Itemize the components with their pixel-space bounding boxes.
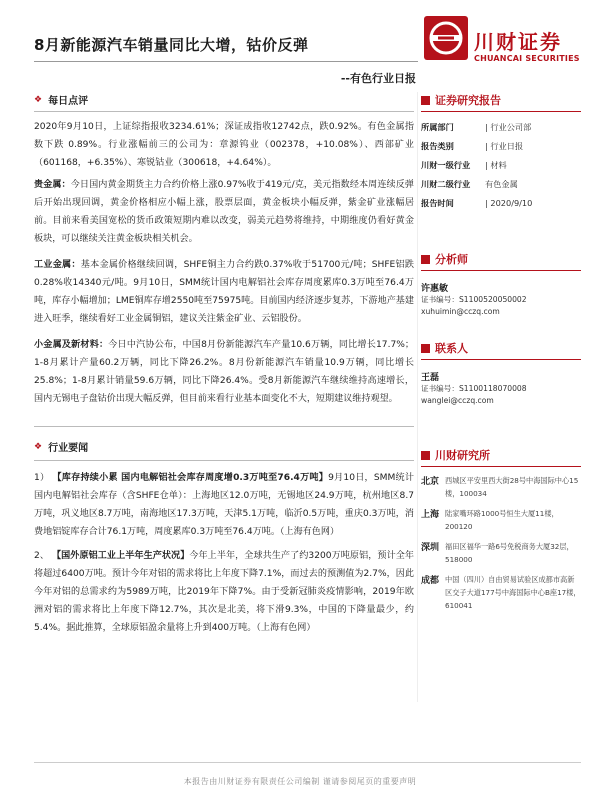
address-item bbox=[421, 474, 581, 500]
report-subtitle: --有色行业日报 bbox=[340, 72, 416, 85]
precious-metals-body: 今日国内黄金期货主力合约价格上涨0.97%收于419元/克，美元指数经本周连续反弹后开始出现回调，黄金价格相应小幅上涨，股票层面，黄金板块小幅反弹，紫金矿业涨幅居前。目前来看美国宽松的货币政策短期内难以改变，弱美元趋势将维持，中期维度仍看好黄金板块，可以继续关注黄金板块相关机会。 bbox=[34, 180, 414, 244]
report-info-table bbox=[421, 118, 581, 213]
address-city: 北京 bbox=[421, 477, 440, 487]
address-city: 深圳 bbox=[421, 543, 440, 553]
news-item-2-number: 2、 bbox=[34, 551, 50, 561]
address-item bbox=[421, 507, 581, 533]
minor-metals-lead: 小金属及新材料： bbox=[34, 340, 109, 350]
report-info-key: 川财一级行业 bbox=[421, 160, 471, 170]
address-item bbox=[421, 540, 581, 566]
report-info-value: | 2020/9/10 bbox=[485, 198, 533, 208]
square-bullet-icon bbox=[421, 255, 430, 264]
logo-mark-icon bbox=[424, 16, 468, 60]
analyst-email[interactable]: xuhuimin@cczq.com bbox=[421, 307, 500, 316]
square-bullet-icon bbox=[421, 451, 430, 460]
column-divider bbox=[417, 92, 418, 702]
report-info-row bbox=[421, 175, 581, 194]
main-column bbox=[34, 92, 414, 637]
report-info-key: 报告类别 bbox=[421, 141, 454, 151]
company-logo bbox=[424, 16, 580, 76]
daily-review-heading bbox=[34, 92, 414, 107]
report-info-key: 所属部门 bbox=[421, 122, 454, 132]
report-info-row bbox=[421, 118, 581, 137]
industry-news-heading bbox=[34, 439, 414, 454]
news-item-2-body: 今年上半年，全球共生产了约3200万吨原铝，预计全年将超过6400万吨。预计今年对铝的需求将比上年度下降7.1%，而过去的预测值为2.7%，因此今年对铝的总需求约为5989万吨，比2019年下降7%。由于受新冠肺炎疫情影响，2019年欧洲对铝的需求将比上年度下降12.7%，其次是北美，将下滑9.3%，中国的下降量最少，约5.4%。据此推算，全球原铝盈余量将上升到400万吨。（上海有色网） bbox=[34, 551, 414, 633]
news-item-2-title: 【国外原铝工业上半年生产状况】 bbox=[51, 551, 190, 561]
report-info-value: | 行业公司部 bbox=[485, 122, 532, 132]
news-item-1 bbox=[34, 469, 414, 541]
logo-english-name: CHUANCAI SECURITIES bbox=[474, 54, 580, 63]
analyst-name: 许惠敏 bbox=[421, 284, 449, 294]
industrial-metals-paragraph bbox=[34, 256, 414, 328]
industrial-metals-body: 基本金属价格继续回调，SHFE铜主力合约跌0.37%收于51700元/吨；SHFE铝跌0.28%收14340元/吨。9月10日，SMM统计国内电解铝社会库存周度累库0.3万吨至76.4万吨，库存小幅增加；LME铜库存增2550吨至75975吨。目前国内经济逐步复苏，下游地产基建进入旺季，继续看好工业金属铜铝，建议关注紫金矿业、云铝股份。 bbox=[34, 260, 414, 324]
title-divider bbox=[34, 61, 418, 62]
contact-heading bbox=[421, 340, 581, 360]
section-divider bbox=[34, 111, 414, 112]
section-divider bbox=[34, 460, 414, 461]
contact-name: 王磊 bbox=[421, 373, 440, 383]
report-info-row bbox=[421, 156, 581, 175]
minor-metals-body: 今日中汽协公布，中国8月份新能源汽车产量10.6万辆，同比增长17.7%；1-8月累计产量60.2万辆，同比下降26.2%。8月份新能源汽车销量10.9万辆，同比增长25.8%；1-8月累计销量59.6万辆，同比下降26.4%。受8月新能源汽车继续维持高速增长，国内无锡电子盘钴价出现大幅反弹，但目前来看行业基本面变化不大，短期建议维持观望。 bbox=[34, 340, 414, 404]
minor-metals-paragraph bbox=[34, 336, 414, 408]
precious-metals-paragraph bbox=[34, 176, 414, 248]
market-summary-paragraph: 2020年9月10日，上证综指报收3234.61%；深证成指收12742点，跌0.92%。有色金属指数下跌 0.89%。行业涨幅前三的公司为：章源钨业（002378，+10.08%）、西部矿业（601168，+6.35%）、寒锐钴业（300618，+4.64%）。 bbox=[34, 122, 414, 168]
contact-heading-label: 联系人 bbox=[435, 342, 468, 355]
contact-email[interactable]: wanglei@cczq.com bbox=[421, 396, 494, 405]
report-info-value: 有色金属 bbox=[485, 179, 518, 189]
industrial-metals-lead: 工业金属： bbox=[34, 260, 81, 270]
news-item-1-number: 1） bbox=[34, 473, 50, 483]
analyst-cert: 证书编号：S1100520050002 bbox=[421, 295, 527, 304]
address-text: 陆家嘴环路1000号恒生大厦11楼，200120 bbox=[445, 509, 559, 531]
address-city: 上海 bbox=[421, 510, 440, 520]
sidebar bbox=[421, 92, 581, 612]
report-info-row bbox=[421, 194, 581, 213]
contact-cert: 证书编号：S1100118070008 bbox=[421, 384, 527, 393]
logo-chinese-name: 川财证券 bbox=[474, 30, 562, 54]
news-item-1-body: 9月10日，SMM统计国内电解铝社会库存（含SHFE仓单）：上海地区12.0万吨，无锡地区24.9万吨，杭州地区8.7万吨，巩义地区8.7万吨，南海地区17.3万吨，天津5.1万吨，临沂0.5万吨，重庆0.3万吨，消费地铝锭库存合计76.1万吨，周度累库0.3万吨至76.4万吨。（上海有色网） bbox=[34, 473, 414, 537]
report-info-key: 川财二级行业 bbox=[421, 179, 471, 189]
analyst-heading bbox=[421, 251, 581, 271]
footer-divider bbox=[34, 762, 581, 763]
diamond-bullet-icon: ❖ bbox=[34, 441, 43, 452]
institute-heading-label: 川财研究所 bbox=[435, 449, 490, 462]
precious-metals-lead: 贵金属： bbox=[34, 180, 71, 190]
address-text: 西城区平安里西大街28号中海国际中心15楼，100034 bbox=[445, 476, 579, 498]
report-info-row bbox=[421, 137, 581, 156]
news-item-1-title: 【库存持续小累 国内电解铝社会库存周度增0.3万吨至76.4万吨】 bbox=[52, 473, 329, 483]
square-bullet-icon bbox=[421, 96, 430, 105]
diamond-bullet-icon: ❖ bbox=[34, 94, 43, 105]
news-item-2 bbox=[34, 547, 414, 637]
address-city: 成都 bbox=[421, 576, 440, 586]
report-info-key: 报告时间 bbox=[421, 198, 454, 208]
address-text: 中国（四川）自由贸易试验区成都市高新区交子大道177号中海国际中心B座17楼，610041 bbox=[445, 575, 581, 610]
analyst-heading-label: 分析师 bbox=[435, 253, 468, 266]
daily-review-heading-label: 每日点评 bbox=[48, 96, 89, 107]
footer-disclaimer: 本报告由川财证券有限责任公司编制 谨请参阅尾页的重要声明 bbox=[183, 777, 417, 786]
industry-news-heading-label: 行业要闻 bbox=[48, 443, 89, 454]
report-info-value: | 行业日报 bbox=[485, 141, 524, 151]
address-text: 福田区福华一路6号免税商务大厦32层，518000 bbox=[445, 542, 574, 564]
address-item bbox=[421, 573, 581, 612]
square-bullet-icon bbox=[421, 344, 430, 353]
research-report-heading-label: 证券研究报告 bbox=[435, 94, 501, 107]
section-divider bbox=[34, 426, 414, 427]
institute-heading bbox=[421, 447, 581, 467]
research-report-heading bbox=[421, 92, 581, 112]
report-title: 8月新能源汽车销量同比大增，钴价反弹 bbox=[34, 36, 309, 54]
report-info-value: | 材料 bbox=[485, 160, 507, 170]
